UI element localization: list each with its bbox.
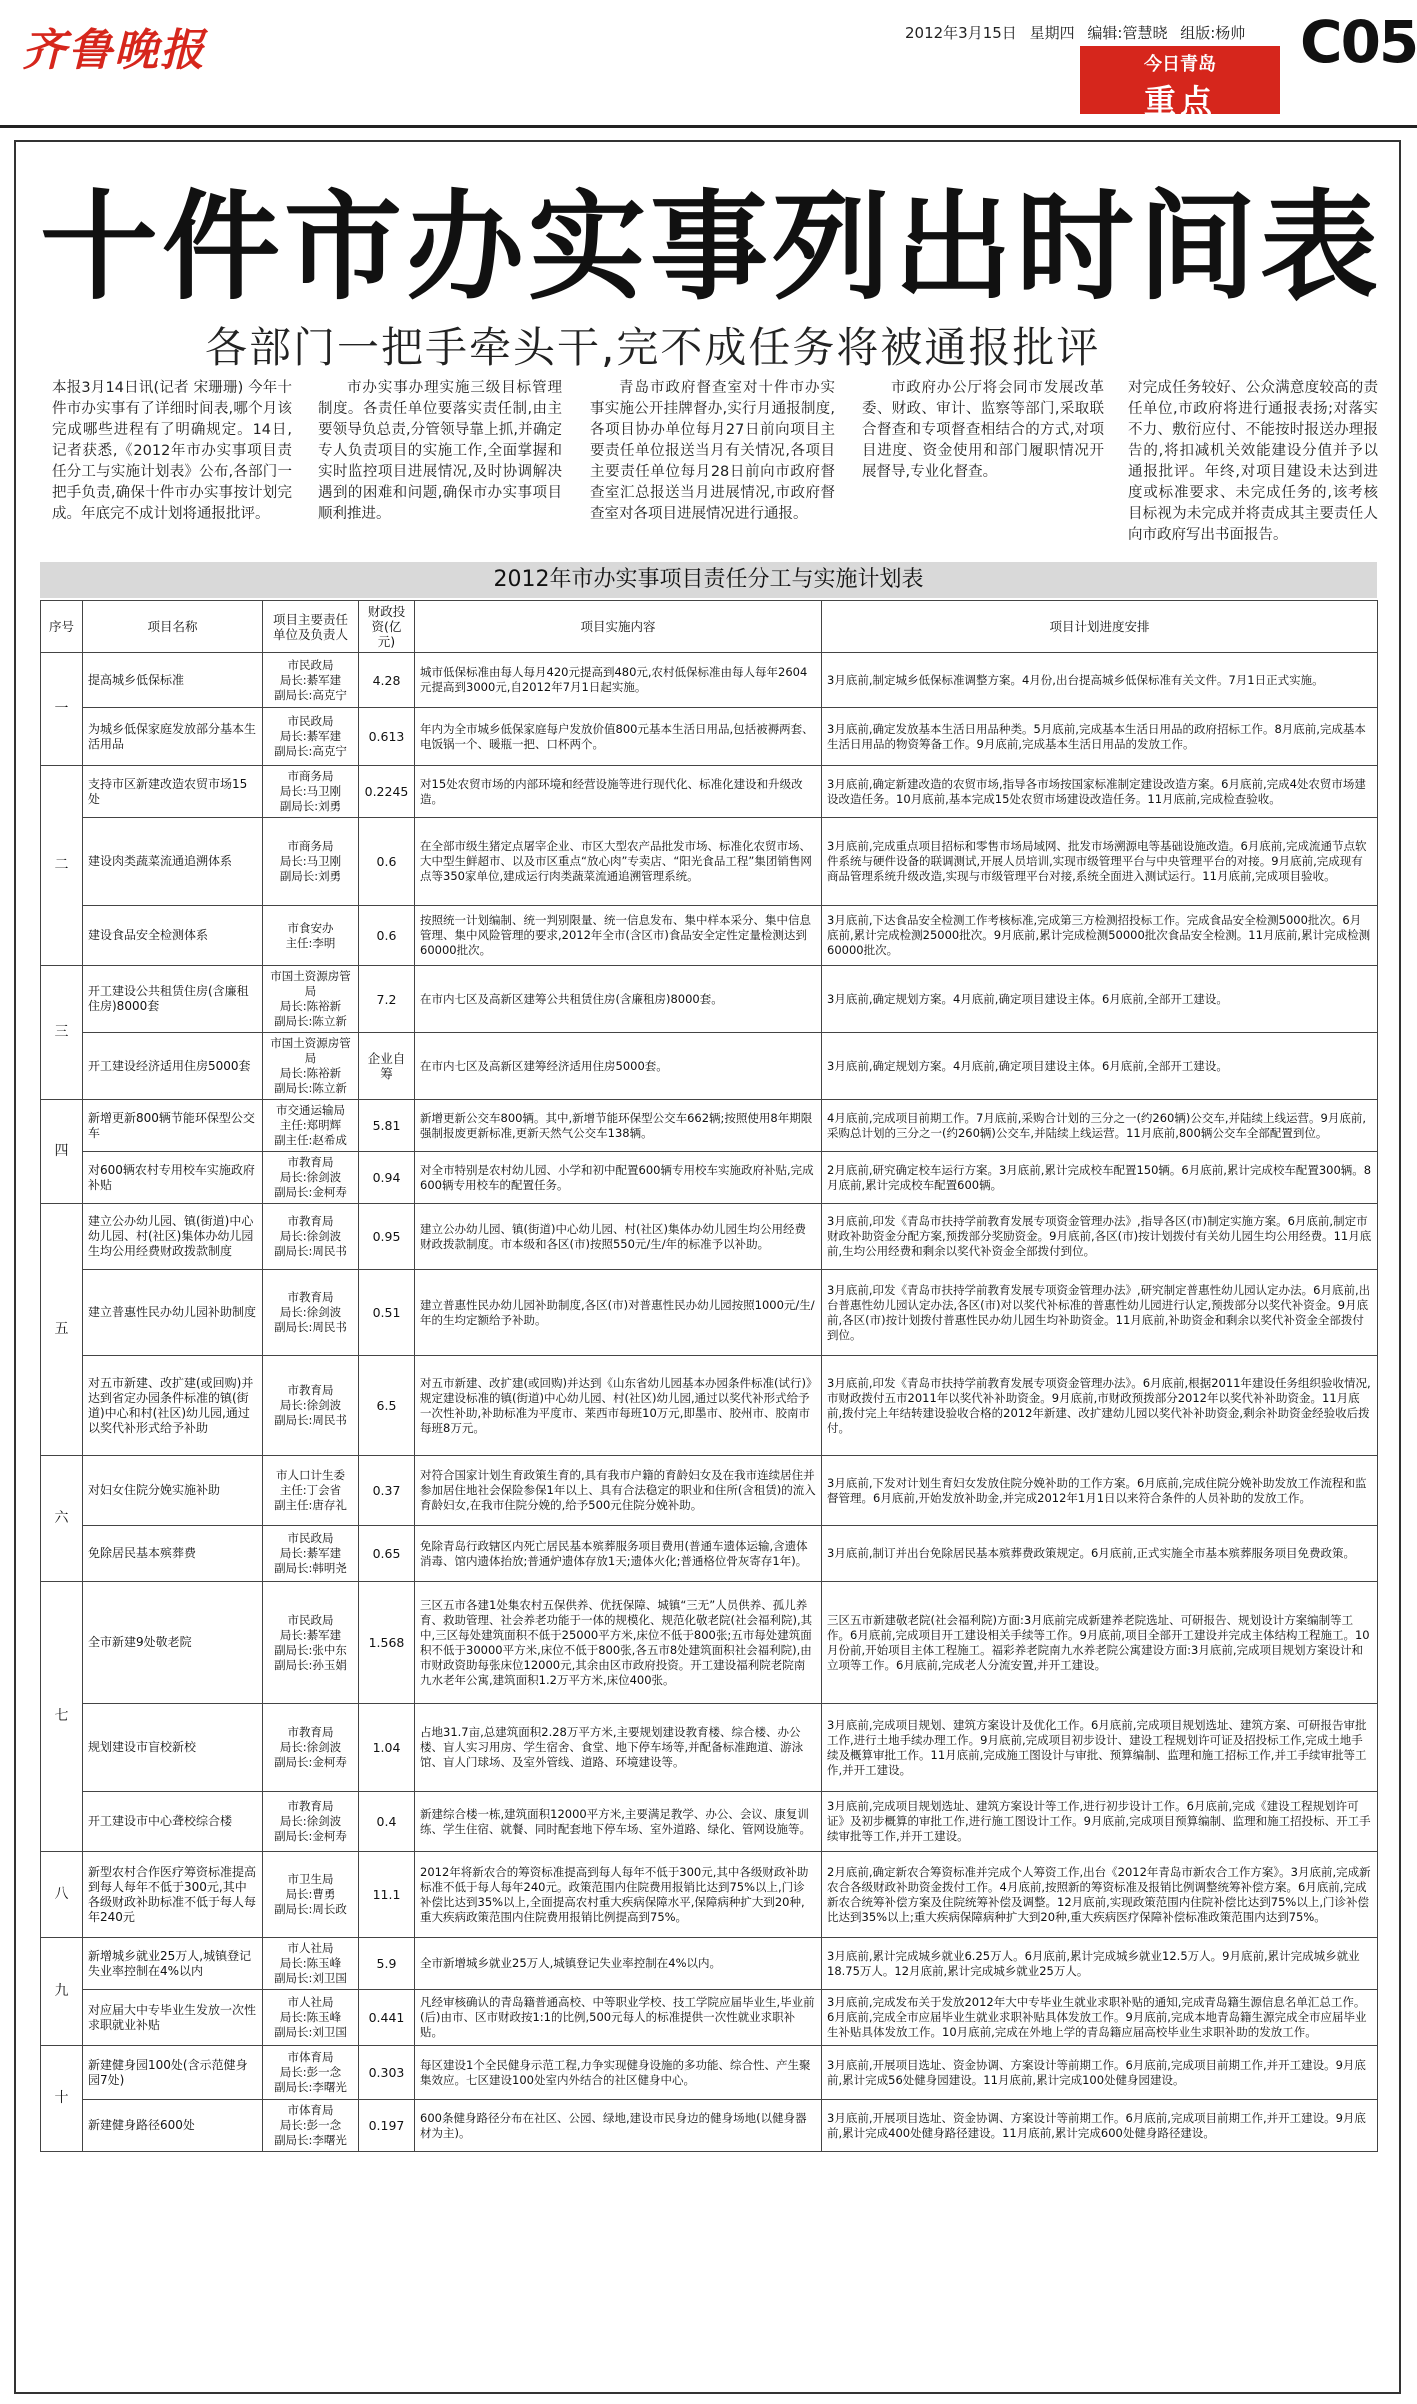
table-row <box>41 1204 1378 1270</box>
header-name: 项目名称 <box>83 601 263 653</box>
table-row <box>41 906 1378 966</box>
responsible-unit: 市教育局 局长:徐剑波 副局长:金柯寿 <box>263 1792 359 1852</box>
responsible-unit: 市民政局 局长:綦军建 副局长:高克宁 <box>263 708 359 766</box>
implementation-content: 每区建设1个全民健身示范工程,力争实现健身设施的多功能、综合性、产生聚集效应。七区建设100处室内外结合的社区健身中心。 <box>415 2046 822 2100</box>
project-name: 新增城乡就业25万人,城镇登记失业率控制在4%以内 <box>83 1938 263 1990</box>
project-name: 对妇女住院分娩实施补助 <box>83 1456 263 1526</box>
investment: 0.95 <box>359 1204 415 1270</box>
investment: 0.6 <box>359 906 415 966</box>
group-seq: 十 <box>41 2046 83 2152</box>
table-row <box>41 1704 1378 1792</box>
responsible-unit: 市人社局 局长:陈玉峰 副局长:刘卫国 <box>263 1938 359 1990</box>
investment: 0.2245 <box>359 766 415 818</box>
schedule-plan: 3月底前,完成项目规划、建筑方案设计及优化工作。6月底前,完成项目规划选址、建筑方案、可研报告审批工作,进行土地手续办理工作。9月底前,完成项目初步设计、建设工程规划许可证及招投标工作,完成土地手续及概算审批工作。11月底前,完成施工图设计与审批、预算编制、监理和施工招标工作,并工手续审批等工作,并开工建设。 <box>822 1704 1378 1792</box>
article-column-5: 对完成任务较好、公众满意度较高的责任单位,市政府将进行通报表扬;对落实不力、敷衍应付、不能按时报送办理报告的,将扣减机关效能建设分值并予以通报批评。年终,对项目建设未达到进度或标准要求、未完成任务的,该考核目标视为未完成并将责成其主要责任人向市政府写出书面报告。 <box>1128 380 1378 543</box>
investment: 5.81 <box>359 1100 415 1152</box>
implementation-content: 在全部市级生猪定点屠宰企业、市区大型农产品批发市场、标准化农贸市场、大中型生鲜超市、以及市区重点“放心肉”专卖店、“阳光食品工程”集团销售网点等350家单位,建成运行肉类蔬菜流通追溯管理系统。 <box>415 818 822 906</box>
responsible-unit: 市体育局 局长:彭一念 副局长:李曙光 <box>263 2100 359 2152</box>
responsible-unit: 市民政局 局长:綦军建 副局长:张中东 副局长:孙玉娟 <box>263 1582 359 1704</box>
group-seq: 四 <box>41 1100 83 1204</box>
schedule-plan: 3月底前,印发《青岛市扶持学前教育发展专项资金管理办法》,指导各区(市)制定实施方案。6月底前,制定市财政补助资金分配方案,预拨部分奖励资金。9月底前,各区(市)按计划拨付有关幼儿园生均公用经费。11月底前,生均公用经费和剩余以奖代补资金全部拨付到位。 <box>822 1204 1378 1270</box>
implementation-content: 在市内七区及高新区建筹经济适用住房5000套。 <box>415 1033 822 1100</box>
implementation-content: 全市新增城乡就业25万人,城镇登记失业率控制在4%以内。 <box>415 1938 822 1990</box>
table-row <box>41 1852 1378 1938</box>
responsible-unit: 市人口计生委 主任:丁会省 副主任:唐存礼 <box>263 1456 359 1526</box>
schedule-plan: 3月底前,累计完成城乡就业6.25万人。6月底前,累计完成城乡就业12.5万人。9月底前,累计完成城乡就业18.75万人。12月底前,累计完成城乡就业25万人。 <box>822 1938 1378 1990</box>
table-row <box>41 1526 1378 1582</box>
headline: 十件市办实事列出时间表 <box>40 178 1383 316</box>
table-row <box>41 766 1378 818</box>
responsible-unit: 市民政局 局长:綦军建 副局长:高克宁 <box>263 653 359 708</box>
implementation-content: 对全市特别是农村幼儿园、小学和初中配置600辆专用校车实施政府补贴,完成600辆专用校车的配置任务。 <box>415 1152 822 1204</box>
editor-credit: 编辑:管慧晓 <box>1087 24 1168 42</box>
table-row <box>41 1100 1378 1152</box>
schedule-plan: 3月底前,确定规划方案。4月底前,确定项目建设主体。6月底前,全部开工建设。 <box>822 1033 1378 1100</box>
project-name: 新建健身园100处(含示范健身园7处) <box>83 2046 263 2100</box>
implementation-content: 按照统一计划编制、统一判别限量、统一信息发布、集中样本采分、集中信息管理、集中风险管理的要求,2012年全市(含区市)食品安全定性定量检测达到60000批次。 <box>415 906 822 966</box>
investment: 企业自筹 <box>359 1033 415 1100</box>
newspaper-logo: 齐鲁晚报 <box>22 25 206 76</box>
responsible-unit: 市教育局 局长:徐剑波 副局长:周民书 <box>263 1270 359 1356</box>
table-row <box>41 818 1378 906</box>
responsible-unit: 市教育局 局长:徐剑波 副局长:周民书 <box>263 1204 359 1270</box>
implementation-content: 对15处农贸市场的内部环境和经营设施等进行现代化、标准化建设和升级改造。 <box>415 766 822 818</box>
header-rule <box>0 125 1417 128</box>
table-header-row <box>41 601 1378 653</box>
schedule-plan: 3月底前,开展项目选址、资金协调、方案设计等前期工作。6月底前,完成项目前期工作,并开工建设。9月底前,累计完成400处健身路径建设。11月底前,累计完成600处健身路径建设。 <box>822 2100 1378 2152</box>
responsible-unit: 市国土资源房管局 局长:陈裕新 副局长:陈立新 <box>263 966 359 1033</box>
article-paragraph: 市政府办公厅将会同市发展改革委、财政、审计、监察等部门,采取联合督查和专项督查相结合的方式,对项目进度、资金使用和部门履职情况开展督导,专业化督查。 <box>862 380 1104 480</box>
article-column-1: 本报3月14日讯(记者 宋珊珊) 今年十件市办实事有了详细时间表,哪个月该完成哪些进程有了明确规定。14日,记者获悉,《2012年市办实事项目责任分工与实施计划表》公布,各部门一把手负责,确保十件市办实事按计划完成。年底完不成计划将通报批评。 <box>52 380 292 522</box>
investment: 6.5 <box>359 1356 415 1456</box>
schedule-plan: 2月底前,确定新农合筹资标准并完成个人筹资工作,出台《2012年青岛市新农合工作方案》。3月底前,完成新农合各级财政补助资金拨付工作。4月底前,按照新的筹资标准及报销比例调整统筹补偿方案。6月底前,完成新农合统筹补偿方案及住院统筹补偿及调整。12月底前,实现政策范围内住院补偿比达到75%以上,门诊补偿比达到35%以上;重大疾病保障病种扩大到20种,重大疾病医疗保障补偿标准政策范围内达到75%。 <box>822 1852 1378 1938</box>
schedule-plan: 3月底前,完成重点项目招标和零售市场局域网、批发市场溯源电等基础设施改造。6月底前,完成流通节点软件系统与硬件设备的联调测试,开展人员培训,实现市级管理平台与中央管理平台的对接。9月底前,完成现有商品管理系统升级改造,实现与市级管理平台对接,系统全面进入测试运行。11月底前,完成项目验收。 <box>822 818 1378 906</box>
schedule-plan: 3月底前,开展项目选址、资金协调、方案设计等前期工作。6月底前,完成项目前期工作,并开工建设。9月底前,累计完成56处健身园建设。11月底前,累计完成100处健身园建设。 <box>822 2046 1378 2100</box>
table-row <box>41 1938 1378 1990</box>
header-seq: 序号 <box>41 601 83 653</box>
responsible-unit: 市民政局 局长:綦军建 副局长:韩明尧 <box>263 1526 359 1582</box>
implementation-content: 对五市新建、改扩建(或回购)并达到《山东省幼儿园基本办园条件标准(试行)》规定建设标准的镇(街道)中心幼儿园、村(社区)幼儿园,通过以奖代补形式给予一次性补助,补助标准为平度市、莱西市每班10万元,即墨市、胶州市、胶南市每班8万元。 <box>415 1356 822 1456</box>
page-number: C05 <box>1300 8 1417 76</box>
article-column-3: 青岛市政府督查室对十件市办实事实施公开挂牌督办,实行月通报制度,各项目协办单位每月27日前向项目主要责任单位报送当月有关情况,各项目主要责任单位每月28日前向市政府督查室汇总报送当月进展情况,市政府督查室对各项目进展情况进行通报。 <box>590 380 835 522</box>
group-seq: 六 <box>41 1456 83 1582</box>
schedule-plan: 3月底前,印发《青岛市扶持学前教育发展专项资金管理办法》。6月底前,根据2011年建设任务组织验收情况,市财政拨付五市2011年以奖代补补助资金。9月底前,市财政预拨部分2012年以奖代补补助资金。11月底前,拨付完上年结转建设验收合格的2012年新建、改扩建幼儿园以奖代补补助资金,剩余补助资金经验收后拨付。 <box>822 1356 1378 1456</box>
project-name: 建立普惠性民办幼儿园补助制度 <box>83 1270 263 1356</box>
table-row <box>41 1990 1378 2046</box>
project-name: 免除居民基本殡葬费 <box>83 1526 263 1582</box>
table-row <box>41 1792 1378 1852</box>
responsible-unit: 市卫生局 局长:曹勇 副局长:周长政 <box>263 1852 359 1938</box>
header-plan: 项目计划进度安排 <box>822 601 1378 653</box>
implementation-content: 年内为全市城乡低保家庭每户发放价值800元基本生活日用品,包括被褥两套、电饭锅一个、暖瓶一把、口杯两个。 <box>415 708 822 766</box>
group-seq: 五 <box>41 1204 83 1456</box>
group-seq: 八 <box>41 1852 83 1938</box>
responsible-unit: 市人社局 局长:陈玉峰 副局长:刘卫国 <box>263 1990 359 2046</box>
group-seq: 一 <box>41 653 83 766</box>
section-main-label: 重点 <box>1143 82 1216 120</box>
implementation-content: 占地31.7亩,总建筑面积2.28万平方米,主要规划建设教育楼、综合楼、办公楼、盲人实习用房、学生宿舍、食堂、地下停车场等,并配备标准跑道、游泳馆、盲人门球场、及室外管线、道路、环境建设等。 <box>415 1704 822 1792</box>
masthead <box>0 0 1417 120</box>
project-name: 提高城乡低保标准 <box>83 653 263 708</box>
investment: 11.1 <box>359 1852 415 1938</box>
project-name: 开工建设经济适用住房5000套 <box>83 1033 263 1100</box>
implementation-content: 三区五市各建1处集农村五保供养、优抚保障、城镇“三无”人员供养、孤儿养育、救助管理、社会养老功能于一体的规模化、规范化敬老院(社会福利院),其中,三区每处建筑面积不低于25000平方米,床位不低于800张;五市每处建筑面积不低于30000平方米,床位不低于800张,各五市8处建筑面积社会福利院),由市财政资助每张床位12000元,其余由区市政府投资。开工建设福利院老院南九水老年公寓,建筑面积1.2万平方米,床位400张。 <box>415 1582 822 1704</box>
schedule-plan: 3月底前,下发对计划生育妇女发放住院分娩补助的工作方案。6月底前,完成住院分娩补助发放工作流程和监督管理。6月底前,开始发放补助金,并完成2012年1月1日以来符合条件的人员补助的发放工作。 <box>822 1456 1378 1526</box>
responsible-unit: 市体育局 局长:彭一念 副局长:李曙光 <box>263 2046 359 2100</box>
project-name: 新增更新800辆节能环保型公交车 <box>83 1100 263 1152</box>
project-name: 为城乡低保家庭发放部分基本生活用品 <box>83 708 263 766</box>
investment: 0.303 <box>359 2046 415 2100</box>
responsible-unit: 市国土资源房管局 局长:陈裕新 副局长:陈立新 <box>263 1033 359 1100</box>
article-column-4 <box>862 378 1104 483</box>
responsible-unit: 市交通运输局 主任:郑明辉 副主任:赵希成 <box>263 1100 359 1152</box>
table-row <box>41 708 1378 766</box>
group-seq: 七 <box>41 1582 83 1852</box>
implementation-content: 凡经审核确认的青岛籍普通高校、中等职业学校、技工学院应届毕业生,毕业前(后)由市、区市财政按1:1的比例,500元每人的标准提供一次性就业求职补贴。 <box>415 1990 822 2046</box>
table-row <box>41 2046 1378 2100</box>
investment: 0.37 <box>359 1456 415 1526</box>
table-row <box>41 1152 1378 1204</box>
schedule-plan: 3月底前,印发《青岛市扶持学前教育发展专项资金管理办法》,研究制定普惠性幼儿园认定办法。6月底前,出台普惠性幼儿园认定办法,各区(市)对以奖代补标准的普惠性幼儿园进行认定,预拨部分以奖代补资金。9月底前,各区(市)按计划拨付普惠性民办幼儿园生均补助资金。11月底前,补助资金和剩余以奖代补资金全部拨付到位。 <box>822 1270 1378 1356</box>
table-row <box>41 653 1378 708</box>
plan-table <box>40 600 1378 2152</box>
schedule-plan: 4月底前,完成项目前期工作。7月底前,采购合计划的三分之一(约260辆)公交车,并陆续上线运营。9月底前,采购总计划的三分之一(约260辆)公交车,并陆续上线运营。11月底前,800辆公交车全部配置到位。 <box>822 1100 1378 1152</box>
issue-date: 2012年3月15日 <box>905 24 1017 42</box>
project-name: 全市新建9处敬老院 <box>83 1582 263 1704</box>
investment: 0.4 <box>359 1792 415 1852</box>
investment: 4.28 <box>359 653 415 708</box>
table-row <box>41 1582 1378 1704</box>
implementation-content: 城市低保标准由每人每月420元提高到480元,农村低保标准由每人每年2604元提高到3000元,自2012年7月1日起实施。 <box>415 653 822 708</box>
schedule-plan: 3月底前,下达食品安全检测工作考核标准,完成第三方检测招投标工作。完成食品安全检测5000批次。6月底前,累计完成检测25000批次。9月底前,累计完成检测50000批次食品安全检测。11月底前,累计完成检测60000批次。 <box>822 906 1378 966</box>
project-name: 开工建设市中心聋校综合楼 <box>83 1792 263 1852</box>
investment: 1.568 <box>359 1582 415 1704</box>
implementation-content: 新增更新公交车800辆。其中,新增节能环保型公交车662辆;按照使用8年期限强制报废更新标准,更新天然气公交车138辆。 <box>415 1100 822 1152</box>
project-name: 建立公办幼儿园、镇(街道)中心幼儿园、村(社区)集体办幼儿园生均公用经费财政拨款制度 <box>83 1204 263 1270</box>
investment: 5.9 <box>359 1938 415 1990</box>
project-name: 对应届大中专毕业生发放一次性求职就业补贴 <box>83 1990 263 2046</box>
table-row <box>41 1456 1378 1526</box>
responsible-unit: 市教育局 局长:徐剑波 副局长:金柯寿 <box>263 1152 359 1204</box>
header-unit: 项目主要责任单位及负责人 <box>263 601 359 653</box>
implementation-content: 建立公办幼儿园、镇(街道)中心幼儿园、村(社区)集体办幼儿园生均公用经费财政拨款制度。市本级和各区(市)按照550元/生/年的标准予以补助。 <box>415 1204 822 1270</box>
project-name: 开工建设公共租赁住房(含廉租住房)8000套 <box>83 966 263 1033</box>
project-name: 建设食品安全检测体系 <box>83 906 263 966</box>
responsible-unit: 市教育局 局长:徐剑波 副局长:周民书 <box>263 1356 359 1456</box>
investment: 0.65 <box>359 1526 415 1582</box>
project-name: 对600辆农村专用校车实施政府补贴 <box>83 1152 263 1204</box>
implementation-content: 2012年将新农合的筹资标准提高到每人每年不低于300元,其中各级财政补助标准不低于每人每年240元。政策范围内住院费用报销比达到75%以上,门诊补偿比达到35%以上,全面提高农村重大疾病保障水平,保障病种扩大到20种,重大疾病政策范围内住院费用报销比例提高到75%。 <box>415 1852 822 1938</box>
investment: 0.613 <box>359 708 415 766</box>
investment: 1.04 <box>359 1704 415 1792</box>
implementation-content: 600条健身路径分布在社区、公园、绿地,建设市民身边的健身场地(以健身器材为主)。 <box>415 2100 822 2152</box>
project-name: 新型农村合作医疗筹资标准提高到每人每年不低于300元,其中各级财政补助标准不低于每人每年240元 <box>83 1852 263 1938</box>
project-name: 新建健身路径600处 <box>83 2100 263 2152</box>
schedule-plan: 3月底前,完成发布关于发放2012年大中专毕业生就业求职补贴的通知,完成青岛籍生源信息名单汇总工作。6月底前,完成全市应届毕业生就业求职补贴具体发放工作。9月底前,完成本地青岛籍生源完成全市应届毕业生补贴具体发放工作。10月底前,完成在外地上学的青岛籍应届高校毕业生求职补助的发放工作。 <box>822 1990 1378 2046</box>
project-name: 规划建设市盲校新校 <box>83 1704 263 1792</box>
investment: 7.2 <box>359 966 415 1033</box>
schedule-plan: 3月底前,完成项目规划选址、建筑方案设计等工作,进行初步设计工作。6月底前,完成《建设工程规划许可证》及初步概算的审批工作,进行施工图设计工作。9月底前,完成项目预算编制、监理和施工招投标、开工手续审批等工作,并开工建设。 <box>822 1792 1378 1852</box>
project-name: 建设肉类蔬菜流通追溯体系 <box>83 818 263 906</box>
table-body <box>41 653 1378 2152</box>
responsible-unit: 市食安办 主任:李明 <box>263 906 359 966</box>
schedule-plan: 3月底前,确定新建改造的农贸市场,指导各市场按国家标准制定建设改造方案。6月底前,完成4处农贸市场建设改造任务。10月底前,基本完成15处农贸市场建设改造任务。11月底前,完成检查验收。 <box>822 766 1378 818</box>
header-content: 项目实施内容 <box>415 601 822 653</box>
table-row <box>41 1033 1378 1100</box>
investment: 0.94 <box>359 1152 415 1204</box>
layout-credit: 组版:杨帅 <box>1180 24 1246 42</box>
table-title: 2012年市办实事项目责任分工与实施计划表 <box>40 562 1377 598</box>
table-row <box>41 1270 1378 1356</box>
implementation-content: 对符合国家计划生育政策生育的,具有我市户籍的育龄妇女及在我市连续居住并参加居住地社会保险参保1年以上、具有合法稳定的职业和住所(含租赁)的流入育龄妇女,在我市住院分娩的,给予500元住院分娩补助。 <box>415 1456 822 1526</box>
header-investment: 财政投资(亿元) <box>359 601 415 653</box>
group-seq: 二 <box>41 766 83 966</box>
group-seq: 三 <box>41 966 83 1100</box>
project-name: 支持市区新建改造农贸市场15处 <box>83 766 263 818</box>
investment: 0.441 <box>359 1990 415 2046</box>
schedule-plan: 3月底前,确定规划方案。4月底前,确定项目建设主体。6月底前,全部开工建设。 <box>822 966 1378 1033</box>
issue-info <box>905 22 1253 43</box>
investment: 0.197 <box>359 2100 415 2152</box>
responsible-unit: 市教育局 局长:徐剑波 副局长:金柯寿 <box>263 1704 359 1792</box>
subheadline: 各部门一把手牵头干,完不成任务将被通报批评 <box>205 323 1101 372</box>
table-row <box>41 966 1378 1033</box>
issue-weekday: 星期四 <box>1029 24 1075 42</box>
responsible-unit: 市商务局 局长:马卫刚 副局长:刘勇 <box>263 818 359 906</box>
implementation-content: 新建综合楼一栋,建筑面积12000平方米,主要满足教学、办公、会议、康复训练、学生住宿、就餐、同时配套地下停车场、室外道路、绿化、管网设施等。 <box>415 1792 822 1852</box>
investment: 0.51 <box>359 1270 415 1356</box>
implementation-content: 建立普惠性民办幼儿园补助制度,各区(市)对普惠性民办幼儿园按照1000元/生/年的生均定额给予补助。 <box>415 1270 822 1356</box>
section-label <box>1080 46 1280 120</box>
schedule-plan: 3月底前,制订并出台免除居民基本殡葬费政策规定。6月底前,正式实施全市基本殡葬服务项目免费政策。 <box>822 1526 1378 1582</box>
group-seq: 九 <box>41 1938 83 2046</box>
schedule-plan: 三区五市新建敬老院(社会福利院)方面:3月底前完成新建养老院选址、可研报告、规划设计方案编制等工作。6月底前,完成项目开工建设相关手续等工作。9月底前,项目全部开工建设并完成主体结构工程施工。10月份前,开始项目主体工程施工。福彩养老院南九水养老院公寓建设方面:3月底前,完成项目规划方案设计和立项等工作。6月底前,完成老人分流安置,并开工建设。 <box>822 1582 1378 1704</box>
implementation-content: 免除青岛行政辖区内死亡居民基本殡葬服务项目费用(普通车遗体运输,含遗体消毒、馆内遗体抬放;普通炉遗体存放1天;遗体火化;普通格位骨灰寄存1年)。 <box>415 1526 822 1582</box>
schedule-plan: 3月底前,制定城乡低保标准调整方案。4月份,出台提高城乡低保标准有关文件。7月1日正式实施。 <box>822 653 1378 708</box>
schedule-plan: 2月底前,研究确定校车运行方案。3月底前,累计完成校车配置150辆。6月底前,累计完成校车配置300辆。8月底前,累计完成校车配置600辆。 <box>822 1152 1378 1204</box>
project-name: 对五市新建、改扩建(或回购)并达到省定办园条件标准的镇(街道)中心和村(社区)幼儿园,通过以奖代补形式给予补助 <box>83 1356 263 1456</box>
table-row <box>41 2100 1378 2152</box>
schedule-plan: 3月底前,确定发放基本生活日用品种类。5月底前,完成基本生活日用品的政府招标工作。8月底前,完成基本生活日用品的物资筹备工作。9月底前,完成基本生活日用品的发放工作。 <box>822 708 1378 766</box>
article-column-2: 市办实事办理实施三级目标管理制度。各责任单位要落实责任制,由主要领导负总责,分管领导靠上抓,并确定专人负责项目的实施工作,全面掌握和实时监控项目进展情况,及时协调解决遇到的困难和问题,确保市办实事项目顺利推进。 <box>318 380 562 522</box>
investment: 0.6 <box>359 818 415 906</box>
responsible-unit: 市商务局 局长:马卫刚 副局长:刘勇 <box>263 766 359 818</box>
section-top-label: 今日青岛 <box>1144 54 1216 75</box>
implementation-content: 在市内七区及高新区建筹公共租赁住房(含廉租房)8000套。 <box>415 966 822 1033</box>
table-row <box>41 1356 1378 1456</box>
